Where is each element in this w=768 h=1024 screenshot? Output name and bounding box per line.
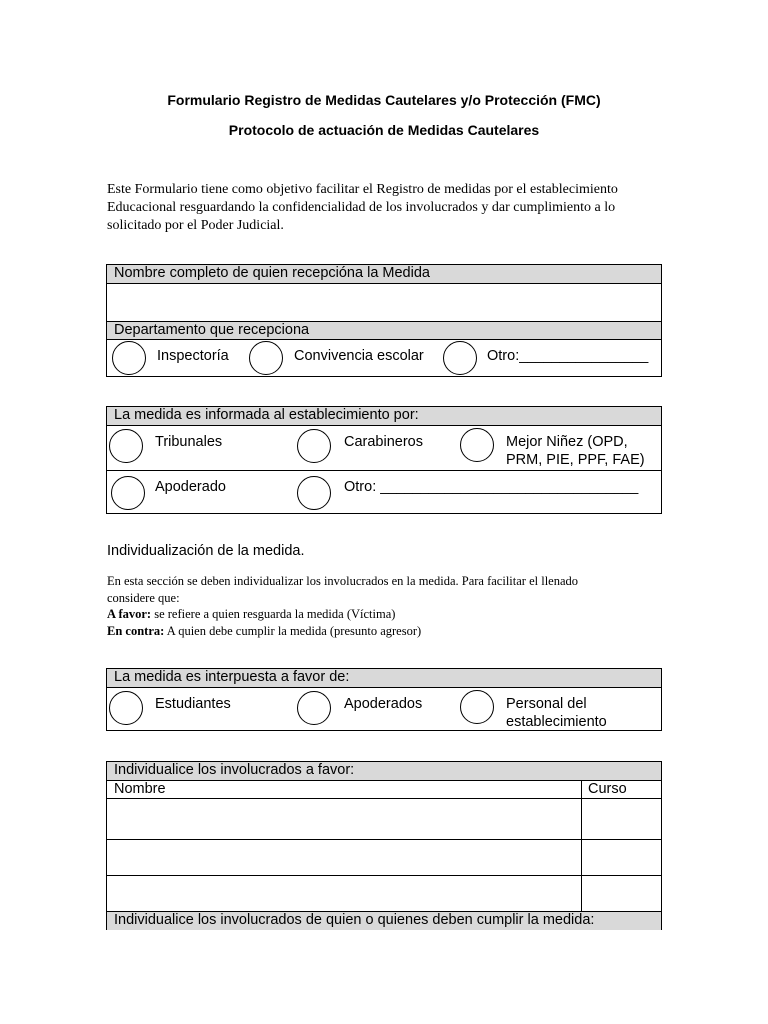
apoderados-radio[interactable]	[297, 691, 331, 725]
convivencia-label: Convivencia escolar	[294, 348, 424, 364]
personal-radio[interactable]	[460, 690, 494, 724]
tribunales-radio[interactable]	[109, 429, 143, 463]
intro-paragraph: Este Formulario tiene como objetivo facilitar el Registro de medidas por el establecimiento Educacional resguardando la confidencialidad de los involucrados y dar cumplimiento a lo solicitado por el Poder Judicial.	[107, 182, 618, 233]
in-favor-of-box	[106, 668, 662, 731]
receiver-name-header: Nombre completo de quien recepcióna la Medida	[107, 265, 661, 284]
otro-informed-label[interactable]: Otro: ________________________________	[344, 479, 639, 495]
mejor-ninez-label-line2: PRM, PIE, PPF, FAE)	[506, 452, 645, 468]
mejor-ninez-label-line1: Mejor Niñez (OPD,	[506, 434, 628, 450]
contra-definition	[107, 623, 667, 640]
involved-against-header: Individualice los involucrados de quien o quienes deben cumplir la medida:	[107, 911, 661, 930]
carabineros-radio[interactable]	[297, 429, 331, 463]
apoderado-label: Apoderado	[155, 479, 226, 495]
convivencia-radio[interactable]	[249, 341, 283, 375]
course-field-row-1[interactable]	[582, 799, 662, 839]
mejor-ninez-radio[interactable]	[460, 428, 494, 462]
col-name-header: Nombre	[114, 781, 166, 797]
personal-label-line2: establecimiento	[506, 714, 607, 730]
personal-label-line1: Personal del	[506, 696, 587, 712]
name-field-row-3[interactable]	[107, 876, 581, 912]
otro-informed-radio[interactable]	[297, 476, 331, 510]
section-heading: Individualización de la medida.	[107, 543, 305, 559]
apoderados-label: Apoderados	[344, 696, 423, 712]
tribunales-label: Tribunales	[155, 434, 223, 450]
note-line-1: En esta sección se deben individualizar los involucrados en la medida. Para facilitar el llenado	[107, 574, 579, 588]
favor-definition	[107, 606, 667, 623]
form-subtitle: Protocolo de actuación de Medidas Cautelares	[228, 122, 540, 138]
involved-table	[106, 761, 662, 930]
course-field-row-3[interactable]	[582, 876, 662, 912]
otro-department-label[interactable]: Otro:________________	[487, 348, 649, 364]
estudiantes-label: Estudiantes	[155, 696, 231, 712]
contra-term: En contra:	[107, 623, 165, 638]
reception-box	[106, 264, 662, 377]
department-header: Departamento que recepciona	[107, 321, 661, 340]
involved-favor-header: Individualice los involucrados a favor:	[107, 762, 661, 781]
in-favor-of-header: La medida es interpuesta a favor de:	[107, 669, 661, 688]
section-note	[107, 573, 667, 639]
receiver-name-field[interactable]	[107, 284, 661, 321]
favor-term: A favor:	[107, 607, 152, 621]
inspectoria-label: Inspectoría	[157, 348, 229, 364]
estudiantes-radio[interactable]	[109, 691, 143, 725]
name-field-row-1[interactable]	[107, 799, 581, 839]
inspectoria-radio[interactable]	[112, 341, 146, 375]
note-line-2: considere que:	[107, 590, 180, 605]
contra-text: A quien debe cumplir la medida (presunto agresor)	[164, 623, 422, 638]
otro-department-radio[interactable]	[443, 341, 477, 375]
name-field-row-2[interactable]	[107, 840, 581, 875]
apoderado-radio[interactable]	[111, 476, 145, 510]
course-field-row-2[interactable]	[582, 840, 662, 875]
carabineros-label: Carabineros	[344, 434, 423, 450]
col-course-header: Curso	[588, 781, 627, 797]
row-divider	[107, 470, 661, 471]
informed-by-box	[106, 406, 662, 514]
informed-by-header: La medida es informada al establecimiento por:	[107, 407, 661, 426]
form-title: Formulario Registro de Medidas Cautelares y/o Protección (FMC)	[167, 92, 601, 108]
favor-text: se refiere a quien resguarda la medida (Víctima)	[151, 607, 396, 621]
